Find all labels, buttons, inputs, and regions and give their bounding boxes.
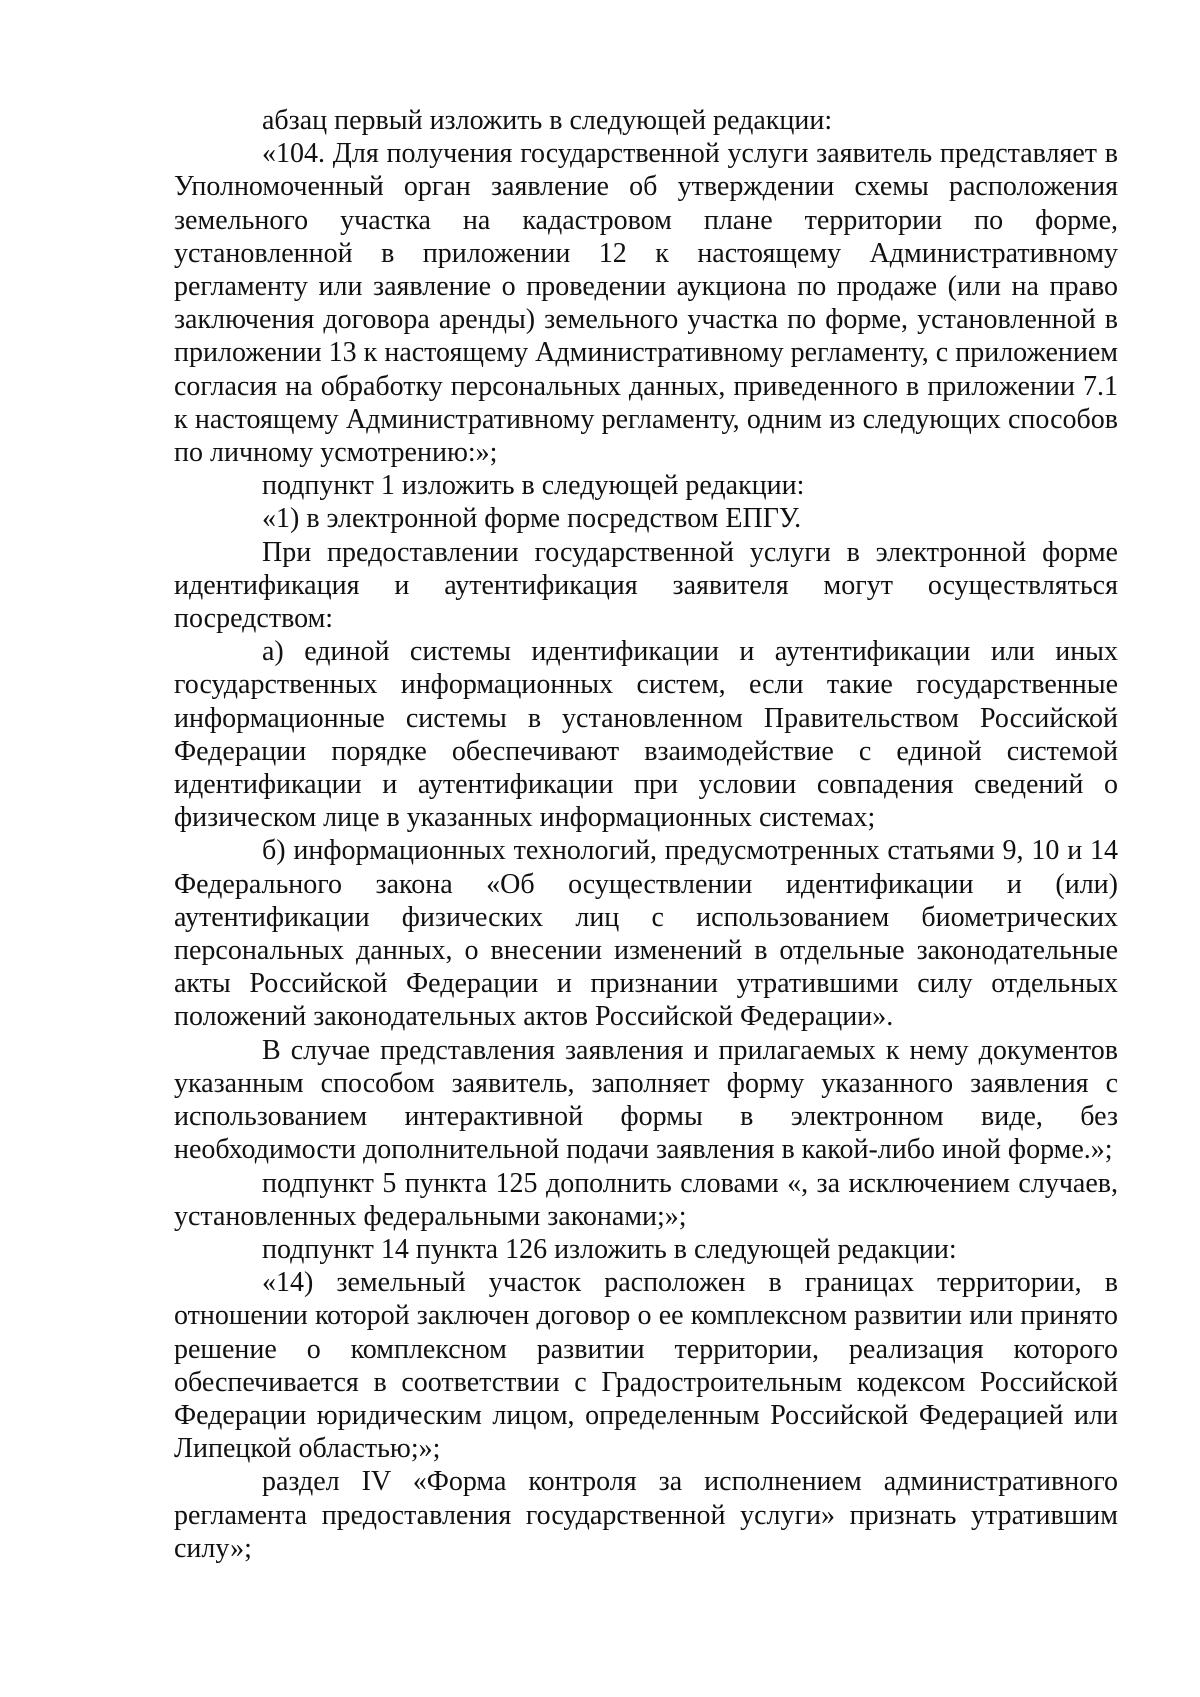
paragraph-8: В случае представления заявления и прилагаемых к нему документов указанным способом заявитель, заполняет форму указанного заявления с использованием интерактивной формы в электронном виде, без необходимости дополнительной подачи заявления в какой-либо иной форме.»; [174, 1034, 1118, 1166]
paragraph-2: «104. Для получения государственной услуги заявитель представляет в Уполномоченный орган заявление об утверждении схемы расположения земельного участка на кадастровом плане территории по форме, установленной в приложении 12 к настоящему Административному регламенту или заявление о проведении аукциона по продаже (или на право заключения договора аренды) земельного участка по форме, установленной в приложении 13 к настоящему Административному регламенту, с приложением согласия на обработку персональных данных, приведенного в приложении 7.1 к настоящему Административному регламенту, одним из следующих способов по личному усмотрению:»; [174, 138, 1118, 469]
paragraph-9: подпункт 5 пункта 125 дополнить словами «, за исключением случаев, установленных федеральными законами;»; [174, 1167, 1118, 1232]
paragraph-4: «1) в электронной форме посредством ЕПГУ. [262, 503, 802, 535]
paragraph-10: подпункт 14 пункта 126 изложить в следующей редакции: [262, 1233, 957, 1265]
paragraph-5: При предоставлении государственной услуги в электронной форме идентификация и аутентификация заявителя могут осуществляться посредством: [174, 536, 1118, 635]
paragraph-1: абзац первый изложить в следующей редакции: [262, 105, 833, 136]
document-body [174, 104, 1118, 1565]
paragraph-6: а) единой системы идентификации и аутентификации или иных государственных информационных систем, если такие государственные информационные системы в установленном Правительством Российской Федерации порядке обеспечивают взаимодействие с единой системой идентификации и аутентификации при условии совпадения сведений о физическом лице в указанных информационных системах; [174, 636, 1118, 834]
paragraph-11: «14) земельный участок расположен в границах территории, в отношении которой заключен договор о ее комплексном развитии или принято решение о комплексном развитии территории, реализация которого обеспечивается в соответствии с Градостроительным кодексом Российской Федерации юридическим лицом, определенным Российской Федерацией или Липецкой областью;»; [174, 1267, 1118, 1465]
paragraph-12: раздел IV «Форма контроля за исполнением административного регламента предоставления государственной услуги» признать утратившим силу»; [174, 1466, 1118, 1564]
paragraph-3: подпункт 1 изложить в следующей редакции: [262, 470, 805, 502]
paragraph-7: б) информационных технологий, предусмотренных статьями 9, 10 и 14 Федерального закона «Об осуществлении идентификации и (или) аутентификации физических лиц с использованием биометрических персональных данных, о внесении изменений в отдельные законодательные акты Российской Федерации и признании утратившими силу отдельных положений законодательных актов Российской Федерации». [174, 835, 1118, 1033]
